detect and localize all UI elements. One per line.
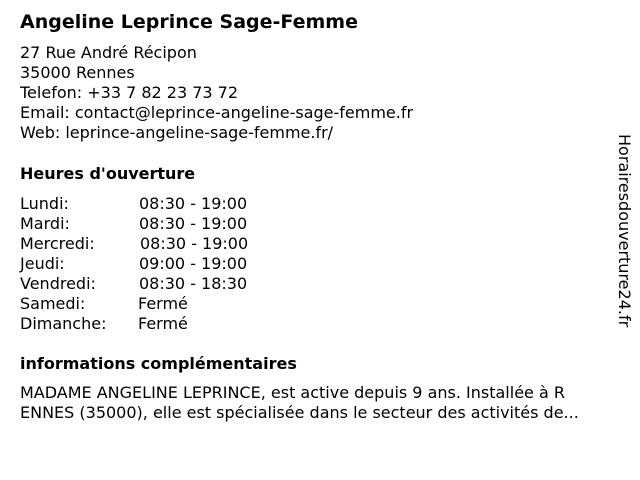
email-line: Email: contact@leprince-angeline-sage-femme.fr xyxy=(20,103,414,122)
hours-row-thursday xyxy=(20,254,280,274)
day-label: Mercredi: xyxy=(20,234,95,253)
hours-value: 08:30 - 18:30 xyxy=(139,274,248,293)
hours-value: Fermé xyxy=(138,294,188,313)
day-label: Lundi: xyxy=(20,194,69,213)
day-label: Dimanche: xyxy=(20,314,107,333)
hours-row-sunday xyxy=(20,314,280,334)
hours-value: 08:30 - 19:00 xyxy=(140,234,249,253)
additional-info-text xyxy=(20,383,630,423)
info-line-1: MADAME ANGELINE LEPRINCE, est active depuis 9 ans. Installée à R xyxy=(20,383,565,402)
opening-hours-table xyxy=(20,194,280,334)
opening-hours-heading: Heures d'ouverture xyxy=(20,164,196,183)
address-city: 35000 Rennes xyxy=(20,63,135,82)
contact-block xyxy=(20,43,413,143)
hours-row-friday xyxy=(20,274,280,294)
phone-line: Telefon: +33 7 82 23 73 72 xyxy=(20,83,239,102)
hours-row-wednesday xyxy=(20,234,280,254)
hours-value: Fermé xyxy=(138,314,188,333)
info-line-2: ENNES (35000), elle est spécialisée dans le secteur des activités de... xyxy=(20,403,579,422)
hours-value: 09:00 - 19:00 xyxy=(139,254,248,273)
source-watermark: Horairesdouverture24.fr xyxy=(615,134,634,328)
hours-value: 08:30 - 19:00 xyxy=(139,194,248,213)
day-label: Jeudi: xyxy=(20,254,65,273)
page-title: Angeline Leprince Sage-Femme xyxy=(20,11,358,33)
address-street: 27 Rue André Récipon xyxy=(20,43,197,62)
web-line: Web: leprince-angeline-sage-femme.fr/ xyxy=(20,123,334,142)
additional-info-heading: informations complémentaires xyxy=(20,354,297,373)
hours-row-tuesday xyxy=(20,214,280,234)
day-label: Samedi: xyxy=(20,294,86,313)
hours-row-monday xyxy=(20,194,280,214)
day-label: Mardi: xyxy=(20,214,70,233)
hours-value: 08:30 - 19:00 xyxy=(139,214,248,233)
hours-row-saturday xyxy=(20,294,280,314)
day-label: Vendredi: xyxy=(20,274,96,293)
